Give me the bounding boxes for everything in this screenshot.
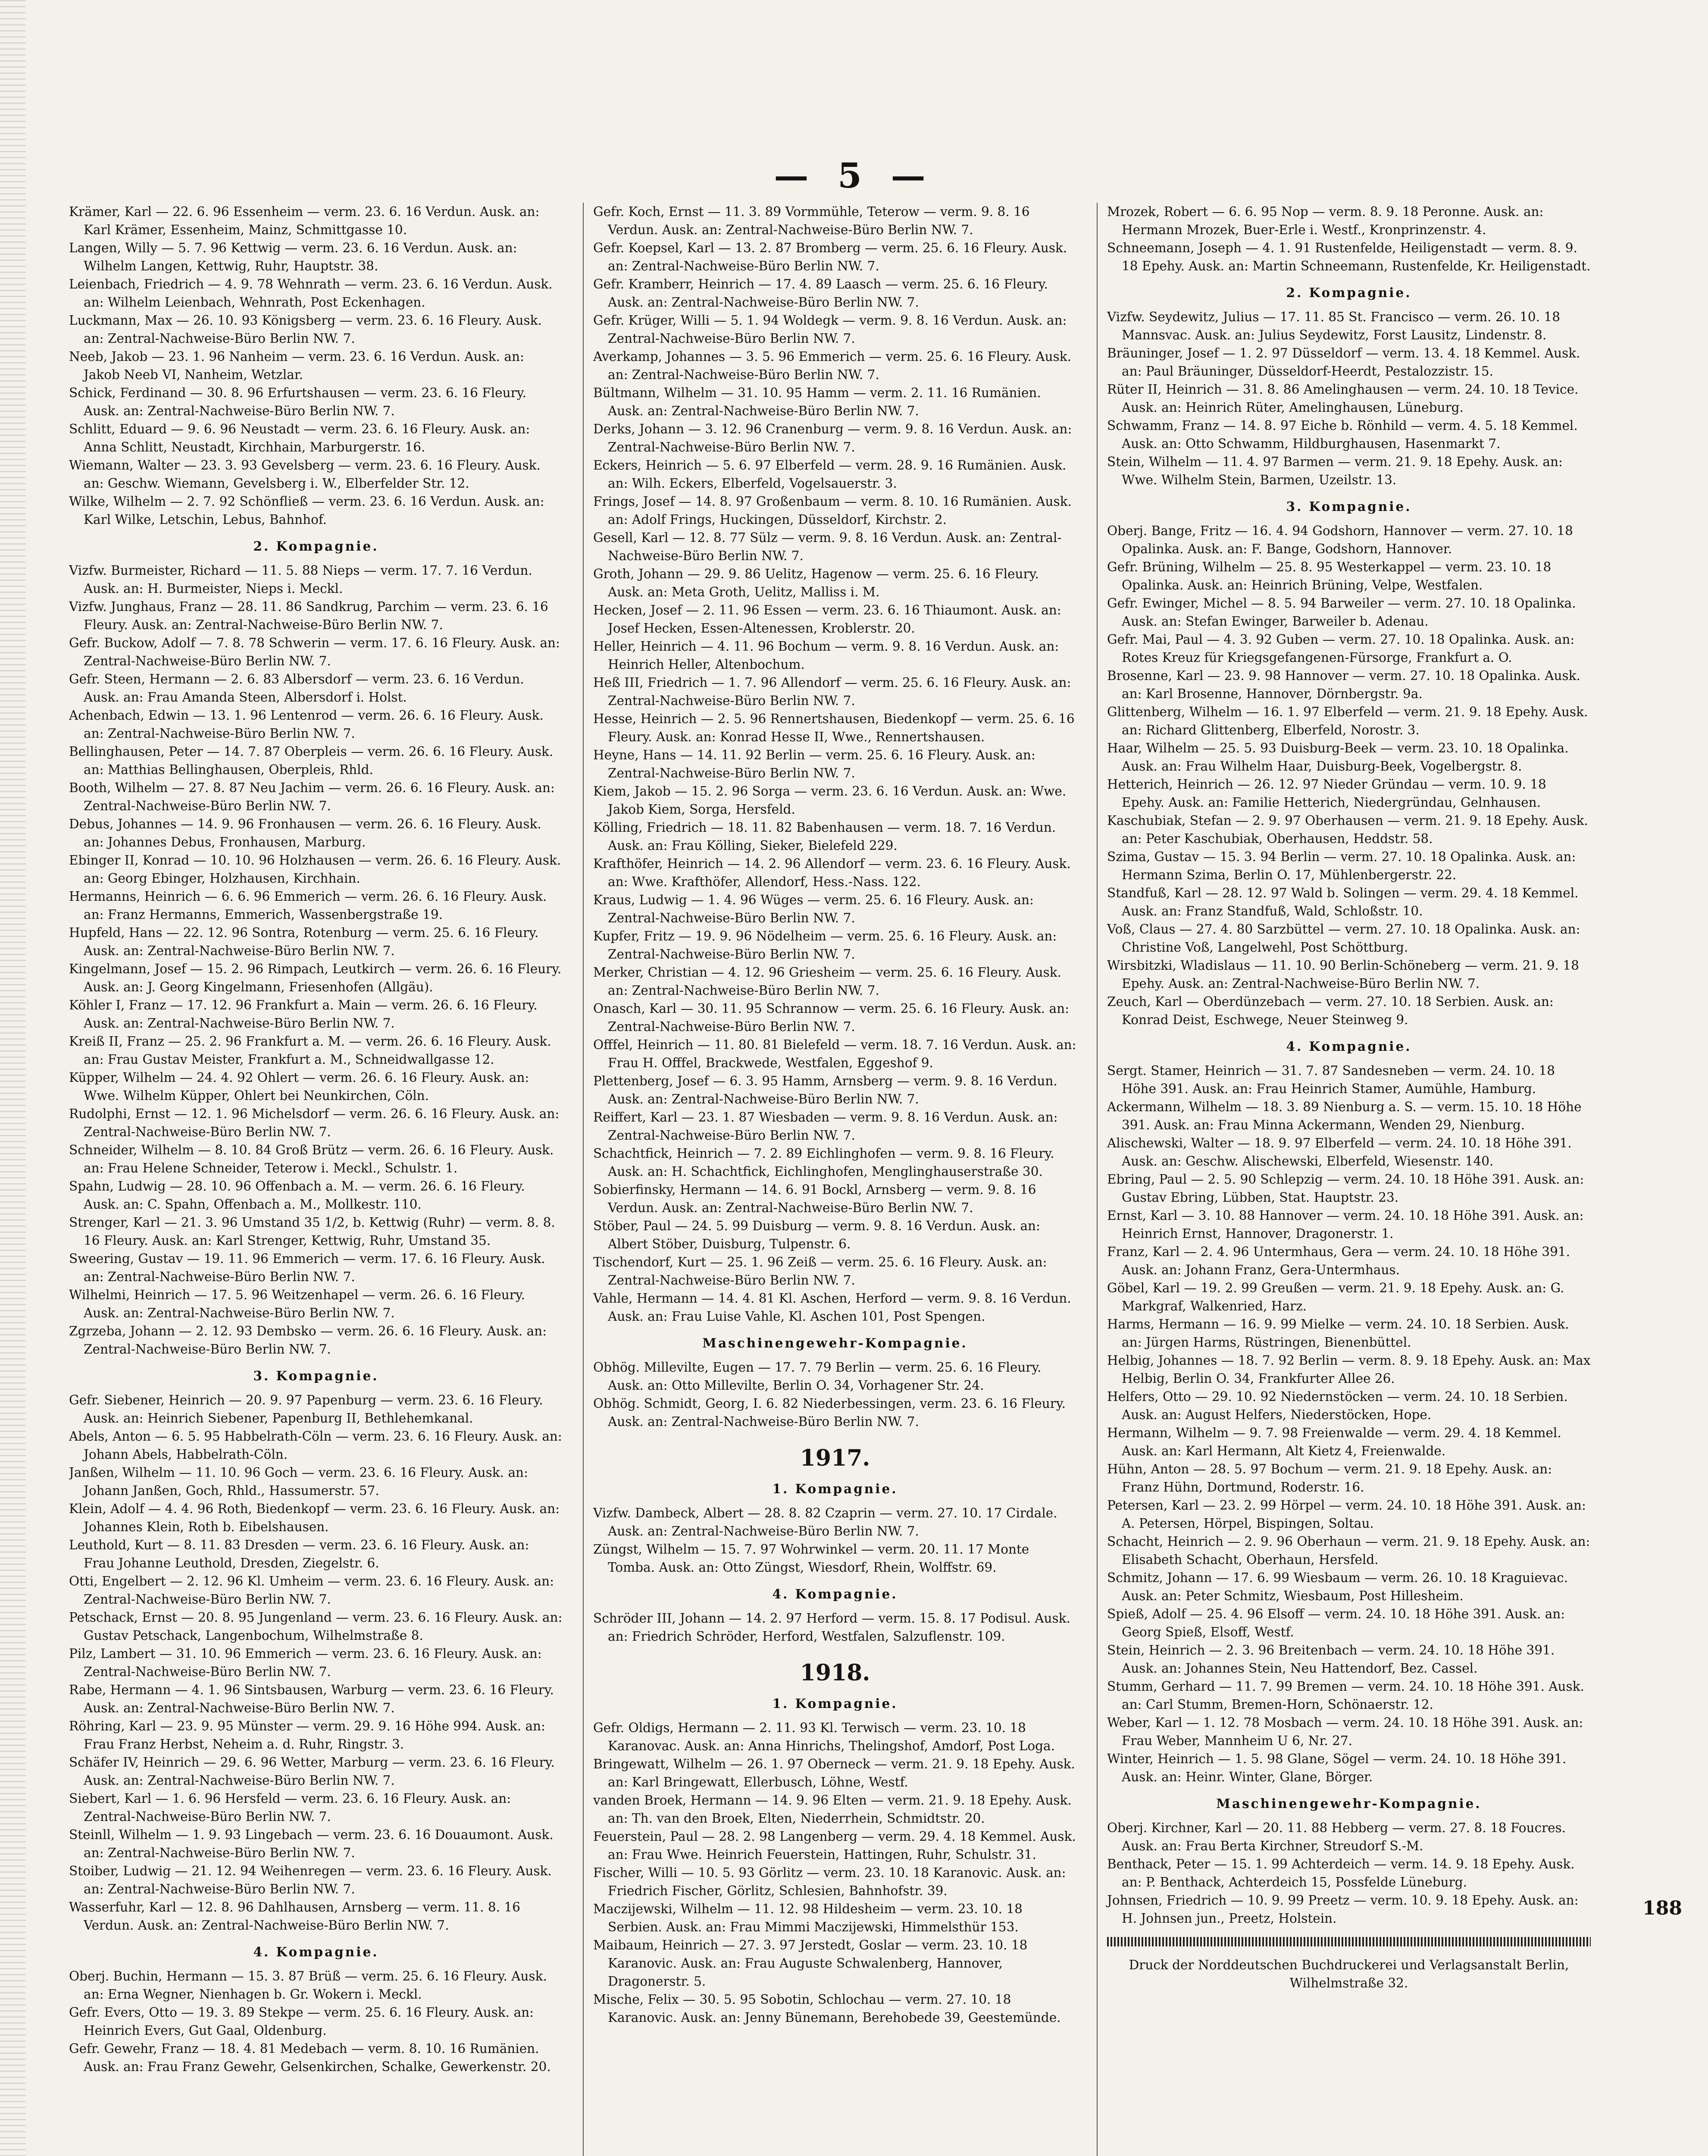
section-heading: Maschinengewehr-Kompagnie. [702, 1335, 968, 1351]
casualty-entry: Langen, Willy — 5. 7. 96 Kettwig — verm. 23. 6. 16 Verdun. Ausk. an: Wilhelm Langen, Kettwig, Ruhr, Hauptstr. 38. [69, 241, 517, 273]
casualty-entry: Gefr. Kramberr, Heinrich — 17. 4. 89 Laasch — verm. 25. 6. 16 Fleury. Ausk. an: Zentral-Nachweise-Büro Berlin NW. 7. [593, 277, 1048, 310]
column-left [69, 203, 563, 2156]
casualty-entry: Kaschubiak, Stefan — 2. 9. 97 Oberhausen — verm. 21. 9. 18 Epehy. Ausk. an: Peter Kaschubiak, Oberhausen, Heddstr. 58. [1107, 813, 1588, 846]
casualty-entry: Abels, Anton — 6. 5. 95 Habbelrath-Cöln — verm. 23. 6. 16 Fleury. Ausk. an: Johann Abels, Habbelrath-Cöln. [69, 1429, 562, 1462]
section-heading: 2. Kompagnie. [1286, 285, 1412, 300]
casualty-entry: Averkamp, Johannes — 3. 5. 96 Emmerich — verm. 25. 6. 16 Fleury. Ausk. an: Zentral-Nachweise-Büro Berlin NW. 7. [593, 349, 1071, 382]
casualty-entry: Hühn, Anton — 28. 5. 97 Bochum — verm. 21. 9. 18 Epehy. Ausk. an: Franz Hühn, Dortmund, Roderstr. 16. [1107, 1462, 1552, 1495]
casualty-entry: Hesse, Heinrich — 2. 5. 96 Rennertshausen, Biedenkopf — verm. 25. 6. 16 Fleury. Ausk. an: Konrad Hesse II, Wwe., Rennertshausen. [593, 711, 1075, 744]
casualty-entry: Johnsen, Friedrich — 10. 9. 99 Preetz — verm. 10. 9. 18 Epehy. Ausk. an: H. Johnsen jun., Preetz, Holstein. [1107, 1893, 1579, 1926]
casualty-entry: Stein, Heinrich — 2. 3. 96 Breitenbach — verm. 24. 10. 18 Höhe 391. Ausk. an: Johannes Stein, Neu Hattendorf, Bez. Cassel. [1107, 1643, 1555, 1676]
casualty-entry: Schneider, Wilhelm — 8. 10. 84 Groß Brütz — verm. 26. 6. 16 Fleury. Ausk. an: Frau Helene Schneider, Teterow i. Meckl., Schulstr. 1. [69, 1143, 554, 1175]
section-heading: 4. Kompagnie. [253, 1944, 379, 1959]
casualty-entry: Gesell, Karl — 12. 8. 77 Sülz — verm. 9. 8. 16 Verdun. Ausk. an: Zentral-Nachweise-Büro Berlin NW. 7. [593, 530, 1062, 563]
casualty-entry: Gefr. Evers, Otto — 19. 3. 89 Stekpe — verm. 25. 6. 16 Fleury. Ausk. an: Heinrich Evers, Gut Gaal, Oldenburg. [69, 2005, 534, 2038]
casualty-entry: Booth, Wilhelm — 27. 8. 87 Neu Jachim — verm. 26. 6. 16 Fleury. Ausk. an: Zentral-Nachweise-Büro Berlin NW. 7. [69, 780, 555, 813]
casualty-entry: Helfers, Otto — 29. 10. 92 Niedernstöcken — verm. 24. 10. 18 Serbien. Ausk. an: August Helfers, Niederstöcken, Hope. [1107, 1389, 1568, 1422]
casualty-entry: Gefr. Siebener, Heinrich — 20. 9. 97 Papenburg — verm. 23. 6. 16 Fleury. Ausk. an: Heinrich Siebener, Papenburg II, Bethlehemkanal. [69, 1393, 543, 1426]
casualty-entry: Schäfer IV, Heinrich — 29. 6. 96 Wetter, Marburg — verm. 23. 6. 16 Fleury. Ausk. an: Zentral-Nachweise-Büro Berlin NW. 7. [69, 1755, 555, 1788]
section-heading: 4. Kompagnie. [1286, 1039, 1412, 1054]
casualty-entry: Heß III, Friedrich — 1. 7. 96 Allendorf — verm. 25. 6. 16 Fleury. Ausk. an: Zentral-Nachweise-Büro Berlin NW. 7. [593, 675, 1071, 708]
casualty-entry: Schachtfick, Heinrich — 7. 2. 89 Eichlinghofen — verm. 9. 8. 16 Fleury. Ausk. an: H. Schachtfick, Eichlinghofen, Menglinghauserstraße 30. [593, 1146, 1054, 1179]
casualty-entry: Ebring, Paul — 2. 5. 90 Schlepzig — verm. 24. 10. 18 Höhe 391. Ausk. an: Gustav Ebring, Lübben, Stat. Hauptstr. 23. [1107, 1172, 1584, 1205]
section-heading: 3. Kompagnie. [1286, 499, 1412, 514]
casualty-entry: Bringewatt, Wilhelm — 26. 1. 97 Oberneck — verm. 21. 9. 18 Epehy. Ausk. an: Karl Bringewatt, Ellerbusch, Löhne, Westf. [593, 1757, 1075, 1789]
casualty-entry: Schmitz, Johann — 17. 6. 99 Wiesbaum — verm. 26. 10. 18 Kraguievac. Ausk. an: Peter Schmitz, Wiesbaum, Post Hillesheim. [1107, 1570, 1568, 1603]
casualty-entry: Sweering, Gustav — 19. 11. 96 Emmerich — verm. 17. 6. 16 Fleury. Ausk. an: Zentral-Nachweise-Büro Berlin NW. 7. [69, 1251, 545, 1284]
casualty-entry: Gefr. Koch, Ernst — 11. 3. 89 Vormmühle, Teterow — verm. 9. 8. 16 Verdun. Ausk. an: Zentral-Nachweise-Büro Berlin NW. 7. [593, 204, 1030, 237]
section-heading: 1. Kompagnie. [772, 1481, 898, 1496]
casualty-entry: Vizfw. Dambeck, Albert — 28. 8. 82 Czaprin — verm. 27. 10. 17 Cirdale. Ausk. an: Zentral-Nachweise-Büro Berlin NW. 7. [593, 1506, 1057, 1539]
casualty-entry: Heller, Heinrich — 4. 11. 96 Bochum — verm. 9. 8. 16 Verdun. Ausk. an: Heinrich Heller, Altenbochum. [593, 639, 1059, 672]
casualty-entry: Hermanns, Heinrich — 6. 6. 96 Emmerich — verm. 26. 6. 16 Fleury. Ausk. an: Franz Hermanns, Emmerich, Wassenbergstraße 19. [69, 889, 547, 922]
casualty-entry: Otti, Engelbert — 2. 12. 96 Kl. Umheim — verm. 23. 6. 16 Fleury. Ausk. an: Zentral-Nachweise-Büro Berlin NW. 7. [69, 1574, 554, 1607]
casualty-entry: Krämer, Karl — 22. 6. 96 Essenheim — verm. 23. 6. 16 Verdun. Ausk. an: Karl Krämer, Essenheim, Mainz, Schmittgasse 10. [69, 204, 540, 237]
section-heading: 2. Kompagnie. [253, 539, 379, 554]
casualty-entry: Merker, Christian — 4. 12. 96 Griesheim — verm. 25. 6. 16 Fleury. Ausk. an: Zentral-Nachweise-Büro Berlin NW. 7. [593, 965, 1061, 998]
casualty-entry: Zgrzeba, Johann — 2. 12. 93 Dembsko — verm. 26. 6. 16 Fleury. Ausk. an: Zentral-Nachweise-Büro Berlin NW. 7. [69, 1324, 547, 1357]
casualty-entry: Brosenne, Karl — 23. 9. 98 Hannover — verm. 27. 10. 18 Opalinka. Ausk. an: Karl Brosenne, Hannover, Dörnbergstr. 9a. [1107, 668, 1580, 701]
casualty-entry: Maczijewski, Wilhelm — 11. 12. 98 Hildesheim — verm. 23. 10. 18 Serbien. Ausk. an: Frau Mimmi Maczijewski, Himmelsthür 153. [593, 1902, 1023, 1934]
section-heading: 1. Kompagnie. [772, 1696, 898, 1711]
casualty-entry: Derks, Johann — 3. 12. 96 Cranenburg — verm. 9. 8. 16 Verdun. Ausk. an: Zentral-Nachweise-Büro Berlin NW. 7. [593, 422, 1072, 454]
casualty-entry: Vizfw. Junghaus, Franz — 28. 11. 86 Sandkrug, Parchim — verm. 23. 6. 16 Fleury. Ausk. an: Zentral-Nachweise-Büro Berlin NW. 7. [69, 599, 548, 632]
casualty-entry: Szima, Gustav — 15. 3. 94 Berlin — verm. 27. 10. 18 Opalinka. Ausk. an: Hermann Szima, Berlin O. 17, Mühlenbergerstr. 22. [1107, 849, 1576, 882]
casualty-entry: Gefr. Brüning, Wilhelm — 25. 8. 95 Westerkappel — verm. 23. 10. 18 Opalinka. Ausk. an: Heinrich Brüning, Velpe, Westfalen. [1107, 560, 1552, 592]
casualty-entry: Mrozek, Robert — 6. 6. 95 Nop — verm. 8. 9. 18 Peronne. Ausk. an: Hermann Mrozek, Buer-Erle i. Westf., Kronprinzenstr. 4. [1107, 204, 1544, 237]
casualty-entry: Heyne, Hans — 14. 11. 92 Berlin — verm. 25. 6. 16 Fleury. Ausk. an: Zentral-Nachweise-Büro Berlin NW. 7. [593, 748, 1035, 780]
casualty-entry: Fischer, Willi — 10. 5. 93 Görlitz — verm. 23. 10. 18 Karanovic. Ausk. an: Friedrich Fischer, Görlitz, Schlesien, Bahnhofstr. 39. [593, 1865, 1066, 1898]
casualty-entry: Bültmann, Wilhelm — 31. 10. 95 Hamm — verm. 2. 11. 16 Rumänien. Ausk. an: Zentral-Nachweise-Büro Berlin NW. 7. [593, 385, 1041, 418]
casualty-entry: Obhög. Schmidt, Georg, I. 6. 82 Niederbessingen, verm. 23. 6. 16 Fleury. Ausk. an: Zentral-Nachweise-Büro Berlin NW. 7. [593, 1396, 1066, 1429]
casualty-entry: Wilhelmi, Heinrich — 17. 5. 96 Weitzenhapel — verm. 26. 6. 16 Fleury. Ausk. an: Zentral-Nachweise-Büro Berlin NW. 7. [69, 1288, 525, 1320]
casualty-entry: Petschack, Ernst — 20. 8. 95 Jungenland — verm. 23. 6. 16 Fleury. Ausk. an: Gustav Petschack, Langenbochum, Wilhelmstraße 8. [69, 1610, 563, 1643]
year-heading: 1917. [800, 1445, 870, 1471]
casualty-entry: Hermann, Wilhelm — 9. 7. 98 Freienwalde — verm. 29. 4. 18 Kemmel. Ausk. an: Karl Hermann, Alt Kietz 4, Freienwalde. [1107, 1426, 1561, 1458]
page-number: — 5 — [774, 155, 934, 196]
casualty-entry: Ebinger II, Konrad — 10. 10. 96 Holzhausen — verm. 26. 6. 16 Fleury. Ausk. an: Georg Ebinger, Holzhausen, Kirchhain. [69, 853, 561, 886]
casualty-entry: Petersen, Karl — 23. 2. 99 Hörpel — verm. 24. 10. 18 Höhe 391. Ausk. an: A. Petersen, Hörpel, Bispingen, Soltau. [1107, 1498, 1586, 1531]
casualty-entry: Achenbach, Edwin — 13. 1. 96 Lentenrod — verm. 26. 6. 16 Fleury. Ausk. an: Zentral-Nachweise-Büro Berlin NW. 7. [69, 708, 544, 741]
casualty-entry: Oberj. Kirchner, Karl — 20. 11. 88 Hebberg — verm. 27. 8. 18 Foucres. Ausk. an: Frau Berta Kirchner, Streudorf S.-M. [1107, 1821, 1566, 1853]
column-middle [583, 203, 1077, 2156]
casualty-entry: Schick, Ferdinand — 30. 8. 96 Erfurtshausen — verm. 23. 6. 16 Fleury. Ausk. an: Zentral-Nachweise-Büro Berlin NW. 7. [69, 385, 526, 418]
casualty-entry: Kupfer, Fritz — 19. 9. 96 Nödelheim — verm. 25. 6. 16 Fleury. Ausk. an: Zentral-Nachweise-Büro Berlin NW. 7. [593, 929, 1057, 962]
casualty-entry: Offfel, Heinrich — 11. 80. 81 Bielefeld — verm. 18. 7. 16 Verdun. Ausk. an: Frau H. Offfel, Brackwede, Westfalen, Eggeshof 9. [593, 1037, 1076, 1070]
casualty-entry: Züngst, Wilhelm — 15. 7. 97 Wohrwinkel — verm. 20. 11. 17 Monte Tomba. Ausk. an: Otto Züngst, Wiesdorf, Rhein, Wolffstr. 69. [593, 1542, 1029, 1575]
casualty-entry: Wilke, Wilhelm — 2. 7. 92 Schönfließ — verm. 23. 6. 16 Verdun. Ausk. an: Karl Wilke, Letschin, Lebus, Bahnhof. [69, 494, 544, 527]
casualty-entry: Oberj. Buchin, Hermann — 15. 3. 87 Brüß — verm. 25. 6. 16 Fleury. Ausk. an: Erna Wegner, Nienhagen b. Gr. Wokern i. Meckl. [69, 1969, 547, 2002]
casualty-entry: Rüter II, Heinrich — 31. 8. 86 Amelinghausen — verm. 24. 10. 18 Tevice. Ausk. an: Heinrich Rüter, Amelinghausen, Lüneburg. [1107, 382, 1579, 415]
casualty-entry: Stumm, Gerhard — 11. 7. 99 Bremen — verm. 24. 10. 18 Höhe 391. Ausk. an: Carl Stumm, Bremen-Horn, Schönaerstr. 12. [1107, 1679, 1584, 1712]
casualty-entry: Spahn, Ludwig — 28. 10. 96 Offenbach a. M. — verm. 26. 6. 16 Fleury. Ausk. an: C. Spahn, Offenbach a. M., Mollkestr. 110. [69, 1179, 525, 1212]
casualty-entry: Onasch, Karl — 30. 11. 95 Schrannow — verm. 25. 6. 16 Fleury. Ausk. an: Zentral-Nachweise-Büro Berlin NW. 7. [593, 1001, 1070, 1034]
casualty-entry: Pilz, Lambert — 31. 10. 96 Emmerich — verm. 23. 6. 16 Fleury. Ausk. an: Zentral-Nachweise-Büro Berlin NW. 7. [69, 1646, 542, 1679]
casualty-entry: Schneemann, Joseph — 4. 1. 91 Rustenfelde, Heiligenstadt — verm. 8. 9. 18 Epehy. Ausk. an: Martin Schneemann, Rustenfelde, Kr. Heiligenstadt. [1107, 241, 1591, 273]
casualty-entry: Gefr. Oldigs, Hermann — 2. 11. 93 Kl. Terwisch — verm. 23. 10. 18 Karanovac. Ausk. an: Anna Hinrichs, Thelingshof, Amdorf, Post Loga. [593, 1720, 1055, 1753]
casualty-entry: Krafthöfer, Heinrich — 14. 2. 96 Allendorf — verm. 23. 6. 16 Fleury. Ausk. an: Wwe. Krafthöfer, Allendorf, Hess.-Nass. 122. [593, 856, 1071, 889]
casualty-entry: Neeb, Jakob — 23. 1. 96 Nanheim — verm. 23. 6. 16 Verdun. Ausk. an: Jakob Neeb VI, Nanheim, Wetzlar. [69, 349, 524, 382]
casualty-entry: Kreiß II, Franz — 25. 2. 96 Frankfurt a. M. — verm. 26. 6. 16 Fleury. Ausk. an: Frau Gustav Meister, Frankfurt a. M., Schneidwallgasse 12. [69, 1034, 551, 1067]
casualty-entry: Stoiber, Ludwig — 21. 12. 94 Weihenregen — verm. 23. 6. 16 Fleury. Ausk. an: Zentral-Nachweise-Büro Berlin NW. 7. [69, 1864, 552, 1896]
casualty-entry: Stein, Wilhelm — 11. 4. 97 Barmen — verm. 21. 9. 18 Epehy. Ausk. an: Wwe. Wilhelm Stein, Barmen, Uzeilstr. 13. [1107, 454, 1563, 487]
casualty-entry: Strenger, Karl — 21. 3. 96 Umstand 35 1/2, b. Kettwig (Ruhr) — verm. 8. 8. 16 Fleury. Ausk. an: Karl Strenger, Kettwig, Ruhr, Umstand 35. [69, 1215, 555, 1248]
column-right [1097, 203, 1591, 2156]
casualty-entry: Klein, Adolf — 4. 4. 96 Roth, Biedenkopf — verm. 23. 6. 16 Fleury. Ausk. an: Johannes Klein, Roth b. Eibelshausen. [69, 1501, 560, 1534]
casualty-entry: Gefr. Mai, Paul — 4. 3. 92 Guben — verm. 27. 10. 18 Opalinka. Ausk. an: Rotes Kreuz für Kriegsgefangenen-Fürsorge, Frankfurt a. O. [1107, 632, 1575, 665]
casualty-entry: Spieß, Adolf — 25. 4. 96 Elsoff — verm. 24. 10. 18 Höhe 391. Ausk. an: Georg Spieß, Elsoff, Westf. [1107, 1607, 1565, 1639]
casualty-entry: Leuthold, Kurt — 8. 11. 83 Dresden — verm. 23. 6. 16 Fleury. Ausk. an: Frau Johanne Leuthold, Dresden, Ziegelstr. 6. [69, 1538, 529, 1570]
casualty-entry: Zeuch, Karl — Oberdünzebach — verm. 27. 10. 18 Serbien. Ausk. an: Konrad Deist, Eschwege, Neuer Steinweg 9. [1107, 994, 1554, 1027]
casualty-entry: Kiem, Jakob — 15. 2. 96 Sorga — verm. 23. 6. 16 Verdun. Ausk. an: Wwe. Jakob Kiem, Sorga, Hersfeld. [593, 784, 1067, 817]
section-heading: 4. Kompagnie. [772, 1586, 898, 1601]
casualty-entry: Glittenberg, Wilhelm — 16. 1. 97 Elberfeld — verm. 21. 9. 18 Epehy. Ausk. an: Richard Glittenberg, Elberfeld, Norostr. 3. [1107, 705, 1588, 737]
casualty-entry: Voß, Claus — 27. 4. 80 Sarzbüttel — verm. 27. 10. 18 Opalinka. Ausk. an: Christine Voß, Langelwehl, Post Schöttburg. [1107, 922, 1580, 955]
casualty-entry: Ernst, Karl — 3. 10. 88 Hannover — verm. 24. 10. 18 Höhe 391. Ausk. an: Heinrich Ernst, Hannover, Dragonerstr. 1. [1107, 1208, 1584, 1241]
casualty-entry: vanden Broek, Hermann — 14. 9. 96 Elten — verm. 21. 9. 18 Epehy. Ausk. an: Th. van den Broek, Elten, Niederrhein, Schmidtstr. 20. [593, 1793, 1072, 1826]
casualty-entry: Maibaum, Heinrich — 27. 3. 97 Jerstedt, Goslar — verm. 23. 10. 18 Karanovic. Ausk. an: Frau Auguste Schwalenberg, Hannover, Dragonerstr. 5. [593, 1938, 1028, 1989]
casualty-entry: Gefr. Koepsel, Karl — 13. 2. 87 Bromberg — verm. 25. 6. 16 Fleury. Ausk. an: Zentral-Nachweise-Büro Berlin NW. 7. [593, 241, 1067, 273]
casualty-entry: Janßen, Wilhelm — 11. 10. 96 Goch — verm. 23. 6. 16 Fleury. Ausk. an: Johann Janßen, Goch, Rhld., Hassumerstr. 57. [69, 1465, 528, 1498]
casualty-entry: Wirsbitzki, Wladislaus — 11. 10. 90 Berlin-Schöneberg — verm. 21. 9. 18 Epehy. Ausk. an: Zentral-Nachweise-Büro Berlin NW. 7. [1107, 958, 1579, 991]
casualty-entry: Gefr. Gewehr, Franz — 18. 4. 81 Medebach — verm. 8. 10. 16 Rumänien. Ausk. an: Frau Franz Gewehr, Gelsenkirchen, Schalke, Gewerkenstr. 20. [69, 2041, 551, 2074]
casualty-entry: Debus, Johannes — 14. 9. 96 Fronhausen — verm. 26. 6. 16 Fleury. Ausk. an: Johannes Debus, Fronhausen, Marburg. [69, 817, 541, 849]
casualty-entry: Eckers, Heinrich — 5. 6. 97 Elberfeld — verm. 28. 9. 16 Rumänien. Ausk. an: Wilh. Eckers, Elberfeld, Vogelsauerstr. 3. [593, 458, 1067, 491]
casualty-entry: Helbig, Johannes — 18. 7. 92 Berlin — verm. 8. 9. 18 Epehy. Ausk. an: Max Helbig, Berlin O. 34, Frankfurter Allee 26. [1107, 1353, 1591, 1386]
casualty-entry: Hupfeld, Hans — 22. 12. 96 Sontra, Rotenburg — verm. 25. 6. 16 Fleury. Ausk. an: Zentral-Nachweise-Büro Berlin NW. 7. [69, 925, 539, 958]
casualty-entry: Wasserfuhr, Karl — 12. 8. 96 Dahlhausen, Arnsberg — verm. 11. 8. 16 Verdun. Ausk. an: Zentral-Nachweise-Büro Berlin NW. 7. [69, 1900, 520, 1933]
casualty-entry: Schlitt, Eduard — 9. 6. 96 Neustadt — verm. 23. 6. 16 Fleury. Ausk. an: Anna Schlitt, Neustadt, Kirchhain, Marburgerstr. 16. [69, 422, 530, 454]
casualty-entry: Wiemann, Walter — 23. 3. 93 Gevelsberg — verm. 23. 6. 16 Fleury. Ausk. an: Geschw. Wiemann, Gevelsberg i. W., Elberfelder Str. 12. [69, 458, 541, 491]
ornamental-rule [1107, 1937, 1591, 1946]
casualty-entry: Rudolphi, Ernst — 12. 1. 96 Michelsdorf — verm. 26. 6. 16 Fleury. Ausk. an: Zentral-Nachweise-Büro Berlin NW. 7. [69, 1106, 560, 1139]
casualty-entry: Haar, Wilhelm — 25. 5. 93 Duisburg-Beek — verm. 23. 10. 18 Opalinka. Ausk. an: Frau Wilhelm Haar, Duisburg-Beek, Vogelbergstr. 8. [1107, 741, 1569, 774]
folio-number: 188 [1642, 1897, 1682, 1919]
casualty-entry: Leienbach, Friedrich — 4. 9. 78 Wehnrath — verm. 23. 6. 16 Verdun. Ausk. an: Wilhelm Leienbach, Wehnrath, Post Eckenhagen. [69, 277, 553, 310]
casualty-entry: Steinll, Wilhelm — 1. 9. 93 Lingebach — verm. 23. 6. 16 Douaumont. Ausk. an: Zentral-Nachweise-Büro Berlin NW. 7. [69, 1827, 554, 1860]
casualty-entry: Küpper, Wilhelm — 24. 4. 92 Ohlert — verm. 26. 6. 16 Fleury. Ausk. an: Wwe. Wilhelm Küpper, Ohlert bei Neunkirchen, Cöln. [69, 1070, 529, 1103]
casualty-entry: Göbel, Karl — 19. 2. 99 Greußen — verm. 21. 9. 18 Epehy. Ausk. an: G. Markgraf, Walkenried, Harz. [1107, 1281, 1564, 1313]
casualty-list [69, 203, 1591, 2156]
casualty-entry: Sobierfinsky, Hermann — 14. 6. 91 Bockl, Arnsberg — verm. 9. 8. 16 Verdun. Ausk. an: Zentral-Nachweise-Büro Berlin NW. 7. [593, 1182, 1036, 1215]
printer-imprint: Druck der Norddeutschen Buchdruckerei und Verlagsanstalt Berlin, Wilhelmstraße 32. [1129, 1958, 1569, 1990]
casualty-entry: Schwamm, Franz — 14. 8. 97 Eiche b. Rönhild — verm. 4. 5. 18 Kemmel. Ausk. an: Otto Schwamm, Hildburghausen, Hasenmarkt 7. [1107, 418, 1578, 451]
casualty-entry: Siebert, Karl — 1. 6. 96 Hersfeld — verm. 23. 6. 16 Fleury. Ausk. an: Zentral-Nachweise-Büro Berlin NW. 7. [69, 1791, 511, 1824]
casualty-entry: Vahle, Hermann — 14. 4. 81 Kl. Aschen, Herford — verm. 9. 8. 16 Verdun. Ausk. an: Frau Luise Vahle, Kl. Aschen 101, Post Spengen. [593, 1291, 1071, 1324]
casualty-entry: Oberj. Bange, Fritz — 16. 4. 94 Godshorn, Hannover — verm. 27. 10. 18 Opalinka. Ausk. an: F. Bange, Godshorn, Hannover. [1107, 523, 1573, 556]
casualty-entry: Gefr. Buckow, Adolf — 7. 8. 78 Schwerin — verm. 17. 6. 16 Fleury. Ausk. an: Zentral-Nachweise-Büro Berlin NW. 7. [69, 636, 560, 668]
casualty-entry: Groth, Johann — 29. 9. 86 Uelitz, Hagenow — verm. 25. 6. 16 Fleury. Ausk. an: Meta Groth, Uelitz, Malliss i. M. [593, 567, 1039, 599]
casualty-entry: Röhring, Karl — 23. 9. 95 Münster — verm. 29. 9. 16 Höhe 994. Ausk. an: Frau Franz Herbst, Neheim a. d. Ruhr, Ringstr. 3. [69, 1719, 545, 1752]
casualty-entry: Winter, Heinrich — 1. 5. 98 Glane, Sögel — verm. 24. 10. 18 Höhe 391. Ausk. an: Heinr. Winter, Glane, Börger. [1107, 1752, 1567, 1784]
casualty-entry: Rabe, Hermann — 4. 1. 96 Sintsbausen, Warburg — verm. 23. 6. 16 Fleury. Ausk. an: Zentral-Nachweise-Büro Berlin NW. 7. [69, 1683, 554, 1715]
casualty-entry: Sergt. Stamer, Heinrich — 31. 7. 87 Sandesneben — verm. 24. 10. 18 Höhe 391. Ausk. an: Frau Heinrich Stamer, Aumühle, Hamburg. [1107, 1063, 1555, 1096]
casualty-entry: Kölling, Friedrich — 18. 11. 82 Babenhausen — verm. 18. 7. 16 Verdun. Ausk. an: Frau Kölling, Sieker, Bielefeld 229. [593, 820, 1056, 853]
casualty-entry: Hecken, Josef — 2. 11. 96 Essen — verm. 23. 6. 16 Thiaumont. Ausk. an: Josef Hecken, Essen-Altenessen, Kroblerstr. 20. [593, 603, 1061, 636]
casualty-entry: Luckmann, Max — 26. 10. 93 Königsberg — verm. 23. 6. 16 Fleury. Ausk. an: Zentral-Nachweise-Büro Berlin NW. 7. [69, 313, 542, 346]
casualty-entry: Reiffert, Karl — 23. 1. 87 Wiesbaden — verm. 9. 8. 16 Verdun. Ausk. an: Zentral-Nachweise-Büro Berlin NW. 7. [593, 1110, 1058, 1143]
casualty-entry: Vizfw. Burmeister, Richard — 11. 5. 88 Nieps — verm. 17. 7. 16 Verdun. Ausk. an: H. Burmeister, Nieps i. Meckl. [69, 563, 532, 596]
casualty-entry: Standfuß, Karl — 28. 12. 97 Wald b. Solingen — verm. 29. 4. 18 Kemmel. Ausk. an: Franz Standfuß, Wald, Schloßstr. 10. [1107, 886, 1579, 918]
casualty-entry: Schröder III, Johann — 14. 2. 97 Herford — verm. 15. 8. 17 Podisul. Ausk. an: Friedrich Schröder, Herford, Westfalen, Salzuflenstr. 109. [593, 1611, 1070, 1644]
casualty-entry: Vizfw. Seydewitz, Julius — 17. 11. 85 St. Francisco — verm. 26. 10. 18 Mannsvac. Ausk. an: Julius Seydewitz, Forst Lausitz, Lindenstr. 8. [1107, 310, 1560, 342]
casualty-entry: Franz, Karl — 2. 4. 96 Untermhaus, Gera — verm. 24. 10. 18 Höhe 391. Ausk. an: Johann Franz, Gera-Untermhaus. [1107, 1244, 1570, 1277]
casualty-entry: Bräuninger, Josef — 1. 2. 97 Düsseldorf — verm. 13. 4. 18 Kemmel. Ausk. an: Paul Bräuninger, Düsseldorf-Heerdt, Pestalozzistr. 15. [1107, 346, 1580, 379]
page-edge-shadow [0, 0, 26, 2156]
casualty-entry: Kingelmann, Josef — 15. 2. 96 Rimpach, Leutkirch — verm. 26. 6. 16 Fleury. Ausk. an: J. Georg Kingelmann, Friesenhofen (Allgäu). [69, 962, 562, 994]
casualty-entry: Ackermann, Wilhelm — 18. 3. 89 Nienburg a. S. — verm. 15. 10. 18 Höhe 391. Ausk. an: Frau Minna Ackermann, Wenden 29, Nienburg. [1107, 1100, 1582, 1132]
section-heading: Maschinengewehr-Kompagnie. [1216, 1796, 1482, 1811]
casualty-entry: Gefr. Ewinger, Michel — 8. 5. 94 Barweiler — verm. 27. 10. 18 Opalinka. Ausk. an: Stefan Ewinger, Barweiler b. Adenau. [1107, 596, 1576, 629]
casualty-entry: Stöber, Paul — 24. 5. 99 Duisburg — verm. 9. 8. 16 Verdun. Ausk. an: Albert Stöber, Duisburg, Tulpenstr. 6. [593, 1219, 1040, 1251]
casualty-entry: Schacht, Heinrich — 2. 9. 96 Oberhaun — verm. 21. 9. 18 Epehy. Ausk. an: Elisabeth Schacht, Oberhaun, Hersfeld. [1107, 1534, 1590, 1567]
casualty-entry: Frings, Josef — 14. 8. 97 Großenbaum — verm. 8. 10. 16 Rumänien. Ausk. an: Adolf Frings, Huckingen, Düsseldorf, Kirchstr. 2. [593, 494, 1072, 527]
casualty-entry: Harms, Hermann — 16. 9. 99 Mielke — verm. 24. 10. 18 Serbien. Ausk. an: Jürgen Harms, Rüstringen, Bienenbüttel. [1107, 1317, 1569, 1350]
section-heading: 3. Kompagnie. [253, 1368, 379, 1383]
casualty-entry: Köhler I, Franz — 17. 12. 96 Frankfurt a. Main — verm. 26. 6. 16 Fleury. Ausk. an: Zentral-Nachweise-Büro Berlin NW. 7. [69, 998, 538, 1031]
casualty-entry: Mische, Felix — 30. 5. 95 Sobotin, Schlochau — verm. 27. 10. 18 Karanovic. Ausk. an: Jenny Bünemann, Berehobede 39, Geestemünde. [593, 1992, 1061, 2025]
casualty-entry: Kraus, Ludwig — 1. 4. 96 Wüges — verm. 25. 6. 16 Fleury. Ausk. an: Zentral-Nachweise-Büro Berlin NW. 7. [593, 893, 1034, 925]
casualty-entry: Tischendorf, Kurt — 25. 1. 96 Zeiß — verm. 25. 6. 16 Fleury. Ausk. an: Zentral-Nachweise-Büro Berlin NW. 7. [593, 1255, 1047, 1288]
casualty-entry: Gefr. Krüger, Willi — 5. 1. 94 Woldegk — verm. 9. 8. 16 Verdun. Ausk. an: Zentral-Nachweise-Büro Berlin NW. 7. [593, 313, 1067, 346]
casualty-entry: Weber, Karl — 1. 12. 78 Mosbach — verm. 24. 10. 18 Höhe 391. Ausk. an: Frau Weber, Mannheim U 6, Nr. 27. [1107, 1715, 1583, 1748]
casualty-entry: Hetterich, Heinrich — 26. 12. 97 Nieder Gründau — verm. 10. 9. 18 Epehy. Ausk. an: Familie Hetterich, Niedergründau, Gelnhausen. [1107, 777, 1546, 810]
casualty-entry: Obhög. Millevilte, Eugen — 17. 7. 79 Berlin — verm. 25. 6. 16 Fleury. Ausk. an: Otto Millevilte, Berlin O. 34, Vorhagener Str. 24. [593, 1360, 1042, 1393]
casualty-entry: Alischewski, Walter — 18. 9. 97 Elberfeld — verm. 24. 10. 18 Höhe 391. Ausk. an: Geschw. Alischewski, Elberfeld, Wiesenstr. 140. [1107, 1136, 1572, 1169]
casualty-entry: Plettenberg, Josef — 6. 3. 95 Hamm, Arnsberg — verm. 9. 8. 16 Verdun. Ausk. an: Zentral-Nachweise-Büro Berlin NW. 7. [593, 1074, 1057, 1106]
year-heading: 1918. [800, 1660, 870, 1686]
casualty-entry: Benthack, Peter — 15. 1. 99 Achterdeich — verm. 14. 9. 18 Epehy. Ausk. an: P. Benthack, Achterdeich 15, Possfelde Lüneburg. [1107, 1857, 1575, 1890]
casualty-entry: Bellinghausen, Peter — 14. 7. 87 Oberpleis — verm. 26. 6. 16 Fleury. Ausk. an: Matthias Bellinghausen, Oberpleis, Rhld. [69, 744, 554, 777]
casualty-entry: Feuerstein, Paul — 28. 2. 98 Langenberg — verm. 29. 4. 18 Kemmel. Ausk. an: Frau Wwe. Heinrich Feuerstein, Hattingen, Ruhr, Schulstr. 31. [593, 1829, 1076, 1862]
casualty-entry: Gefr. Steen, Hermann — 2. 6. 83 Albersdorf — verm. 23. 6. 16 Verdun. Ausk. an: Frau Amanda Steen, Albersdorf i. Holst. [69, 672, 524, 705]
